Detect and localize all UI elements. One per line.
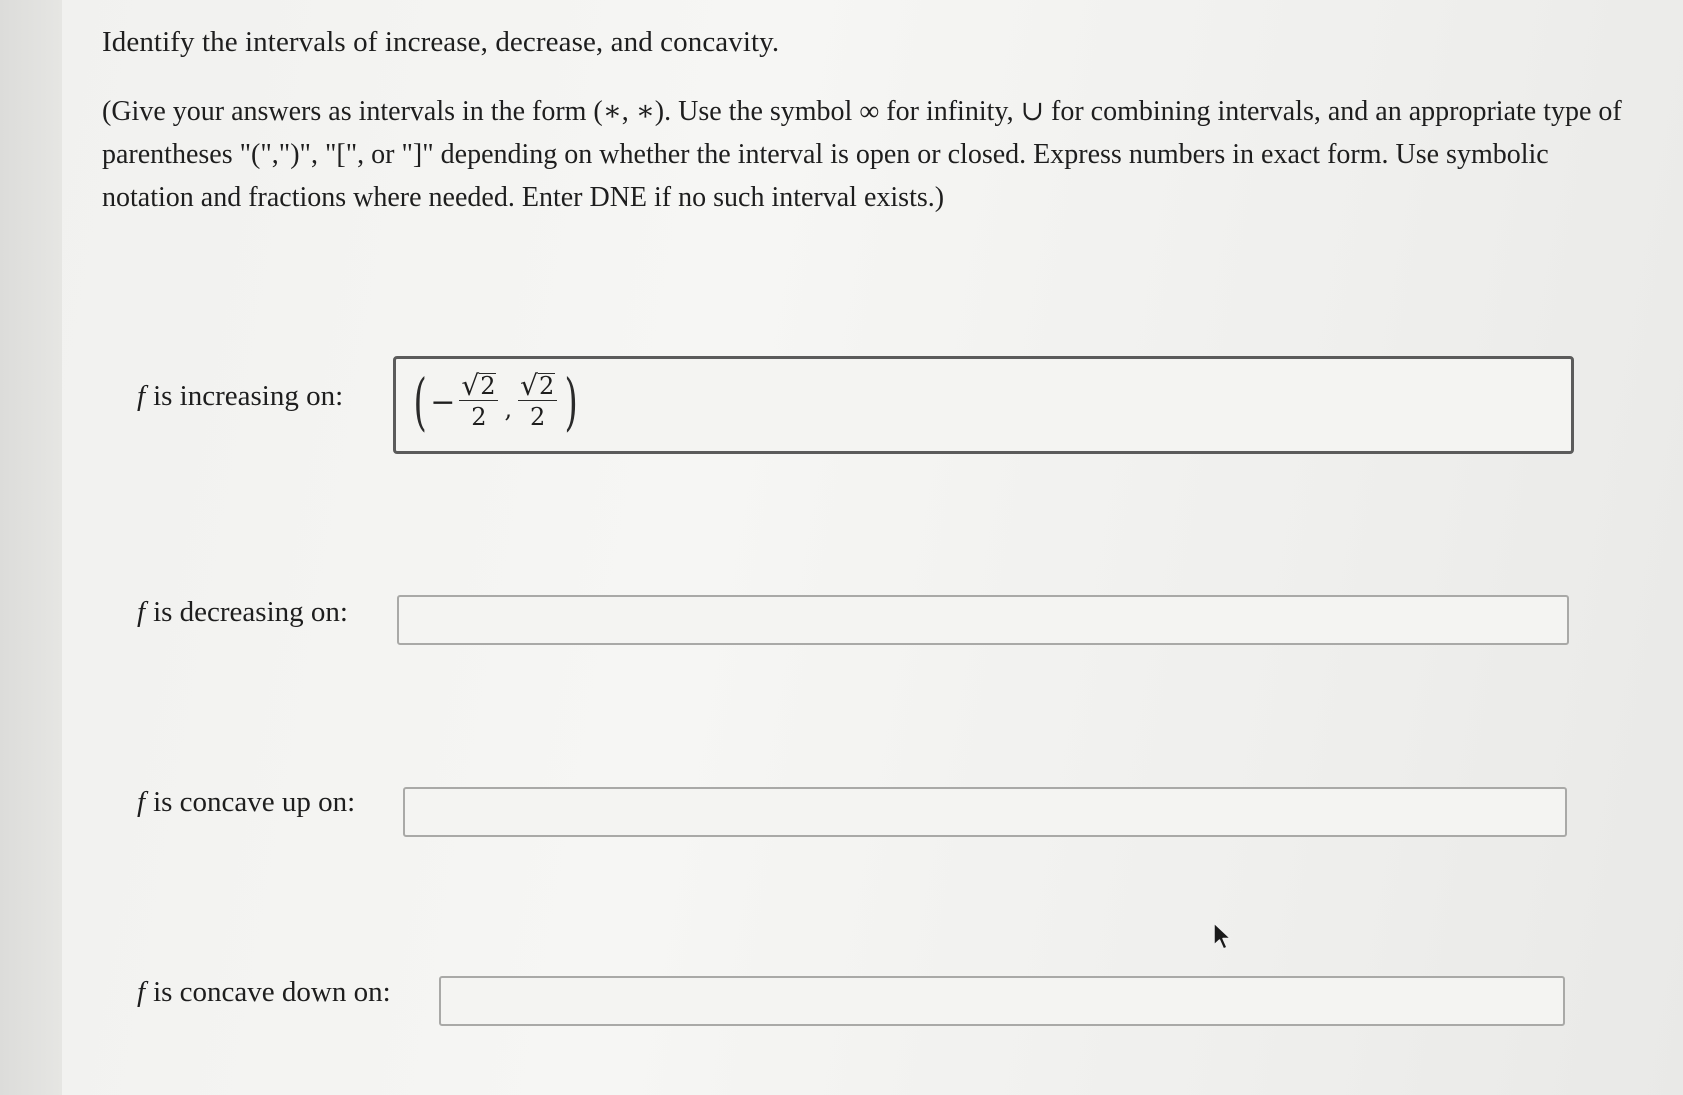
denominator: 2 bbox=[530, 403, 546, 431]
right-parenthesis: ) bbox=[564, 365, 578, 438]
mouse-pointer-icon bbox=[1212, 921, 1234, 951]
left-parenthesis: ( bbox=[413, 365, 427, 438]
screen-left-edge bbox=[0, 0, 62, 1095]
function-symbol: f bbox=[137, 596, 146, 628]
concave-up-answer-field[interactable] bbox=[403, 787, 1567, 837]
denominator: 2 bbox=[471, 403, 487, 431]
sqrt-symbol: √ bbox=[520, 369, 538, 402]
increasing-answer-expression bbox=[408, 365, 583, 439]
concave-down-answer-field[interactable] bbox=[439, 976, 1565, 1026]
concave-down-label bbox=[137, 976, 391, 1009]
concave-down-label-text: is concave down on: bbox=[153, 976, 391, 1008]
fraction-upper-bound bbox=[518, 369, 557, 431]
interval-comma: , bbox=[504, 395, 513, 423]
concave-up-label bbox=[137, 786, 355, 819]
function-symbol: f bbox=[137, 976, 146, 1008]
decreasing-answer-field[interactable] bbox=[397, 595, 1569, 645]
radicand: 2 bbox=[480, 372, 496, 400]
fraction-lower-bound bbox=[459, 369, 498, 431]
decreasing-label-text: is decreasing on: bbox=[153, 596, 348, 628]
concave-up-label-text: is concave up on: bbox=[153, 786, 356, 818]
minus-sign: − bbox=[430, 384, 456, 420]
question-title: Identify the intervals of increase, decrease, and concavity. bbox=[102, 26, 780, 58]
increasing-label bbox=[137, 380, 343, 413]
increasing-answer-field[interactable] bbox=[393, 356, 1574, 454]
increasing-label-text: is increasing on: bbox=[153, 380, 344, 412]
question-instructions: (Give your answers as intervals in the form (∗, ∗). Use the symbol ∞ for infinity, ∪ for combining intervals, and an appropriate type of parentheses "(",")", "[", or "]" depending on whether the interval is open or closed. Express numbers in exact form. Use symbolic notation and fractions where needed. Enter DNE if no such interval exists.) bbox=[102, 96, 1622, 213]
radicand: 2 bbox=[538, 372, 555, 400]
function-symbol: f bbox=[137, 786, 146, 818]
sqrt-symbol: √ bbox=[461, 369, 480, 402]
decreasing-label bbox=[137, 596, 348, 629]
function-symbol: f bbox=[137, 380, 146, 412]
